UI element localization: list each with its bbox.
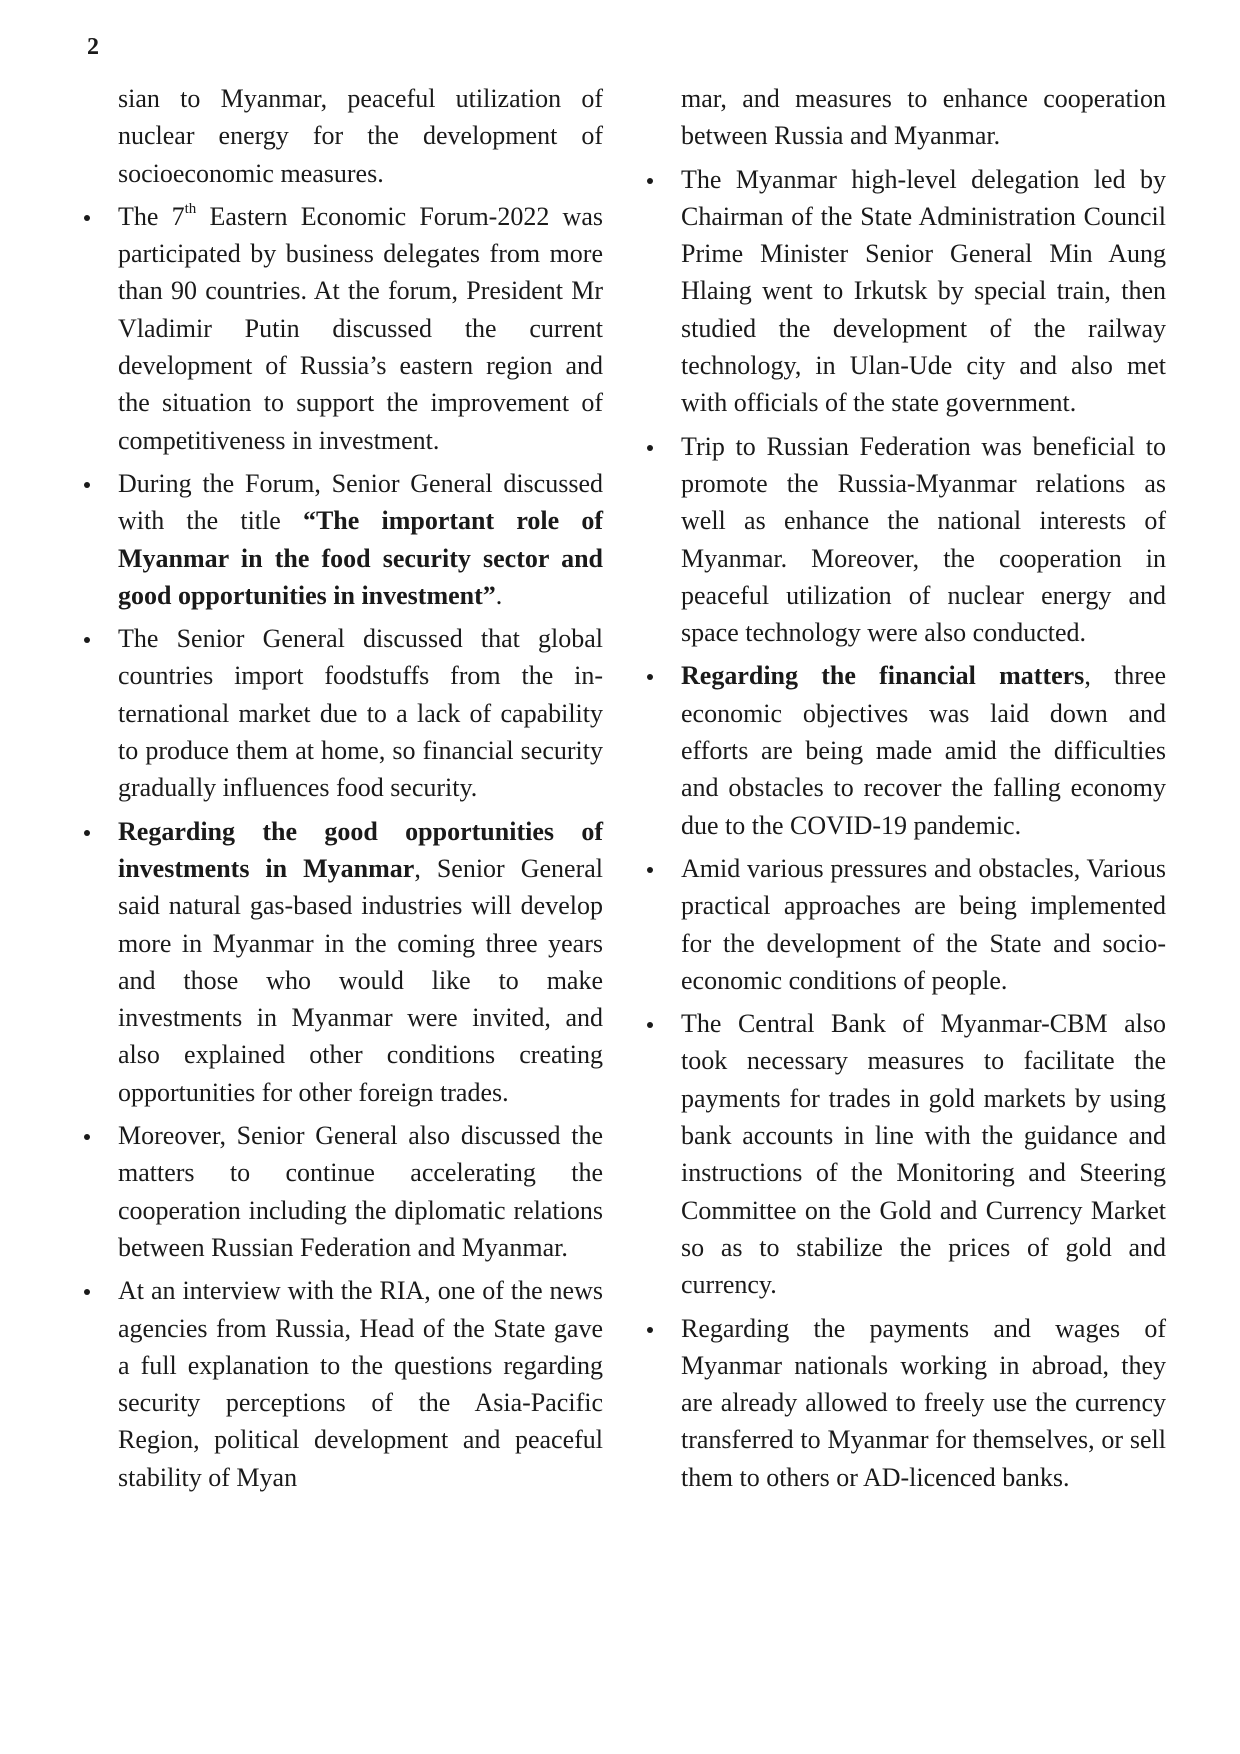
bullet-text: The Central Bank of Myanmar-CBM also took necessary measures to facilitate the payments for trades in gold markets by using bank accounts in line with the guidance and instructions of the Monitoring and Steering Committee on the Gold and Currency Market so as to stabilize the prices of gold and currency.	[681, 1009, 1166, 1300]
bullet-item	[681, 657, 1166, 843]
bullet-text: At an interview with the RIA, one of the news agencies from Russia, Head of the State gave a full explanation to the questions regarding security perceptions of the Asia-Pacific Region, political development and peaceful stability of Myan	[118, 1276, 603, 1492]
bullet-text: Amid various pressures and obstacles, Various practical approaches are being implemented for the development of the State and socio-economic conditions of people.	[681, 853, 1166, 995]
bullet-item	[118, 1117, 603, 1266]
bold-title: “The important role of Myanmar in the food security sector and good opportunities in investment”	[118, 506, 603, 610]
bullet-text: .	[495, 580, 503, 610]
bullet-item	[681, 1005, 1166, 1303]
continuation-paragraph: sian to Myanmar, peaceful utilization of nuclear energy for the development of socioeconomic measures.	[118, 84, 603, 188]
bold-heading: Regarding the good opportunities of investments in Myanmar	[118, 816, 603, 883]
bullet-text: During the Forum, Senior General discussed with the title	[118, 468, 603, 536]
bullet-text: Eastern Economic Forum-2022 was participated by business delegates from more than 90 countries. At the forum, President Mr Vladimir Putin discussed the current development of Russia’s eastern region and the situation to support the improvement of competitiveness in investment.	[118, 201, 603, 455]
bullet-text: The 7	[118, 201, 185, 231]
bullet-text: Moreover, Senior General also discussed the matters to continue accelerating the cooperation including the diplomatic relations between Russian Federation and Myanmar.	[118, 1121, 603, 1262]
bold-heading: Regarding the financial matters	[681, 661, 1085, 691]
bullet-text: The Myanmar high-level delegation led by Chairman of the State Administration Council Prime Minister Senior General Min Aung Hlaing went to Irkutsk by special train, then studied the development of the railway technology, in Ulan-Ude city and also met with officials of the state government.	[681, 164, 1166, 418]
page-number: 2	[87, 34, 99, 60]
bullet-text: Trip to Russian Federation was beneficial to promote the Russia-Myanmar relations as well as enhance the national interests of Myanmar. Moreover, the cooperation in peaceful utilization of nuclear energy and space technology were also conducted.	[681, 431, 1166, 648]
bullet-item	[118, 620, 603, 806]
bullet-text: The Senior General discussed that global countries import foodstuffs from the international market due to a lack of capability to produce them at home, so financial security gradually influences food security.	[118, 624, 603, 803]
bullet-item	[118, 813, 603, 1111]
superscript: th	[184, 200, 197, 217]
bullet-text: Regarding the payments and wages of Myanmar nationals working in abroad, they are already allowed to freely use the currency transferred to Myanmar for themselves, or sell them to others or AD-licenced banks.	[681, 1313, 1166, 1492]
left-column	[118, 80, 603, 1502]
continuation-paragraph: mar, and measures to enhance cooperation between Russia and Myanmar.	[681, 84, 1166, 151]
bullet-text: , three economic objectives was laid down and efforts are being made amid the difficulties and obstacles to recover the falling economy due to the COVID-19 pandemic.	[681, 661, 1167, 840]
bullet-item	[118, 465, 603, 614]
bullet-item	[118, 198, 603, 459]
bullet-item	[681, 850, 1166, 999]
bullet-item	[681, 428, 1166, 652]
bullet-item	[681, 161, 1166, 422]
right-column	[681, 80, 1166, 1502]
bullet-text: , Senior General said natural gas-based industries will develop more in Myanmar in the coming three years and those who would like to make investments in Myanmar were invited, and also explained other conditions creating opportunities for other foreign trades.	[118, 853, 603, 1107]
bullet-item	[118, 1272, 603, 1496]
bullet-item	[681, 1310, 1166, 1496]
